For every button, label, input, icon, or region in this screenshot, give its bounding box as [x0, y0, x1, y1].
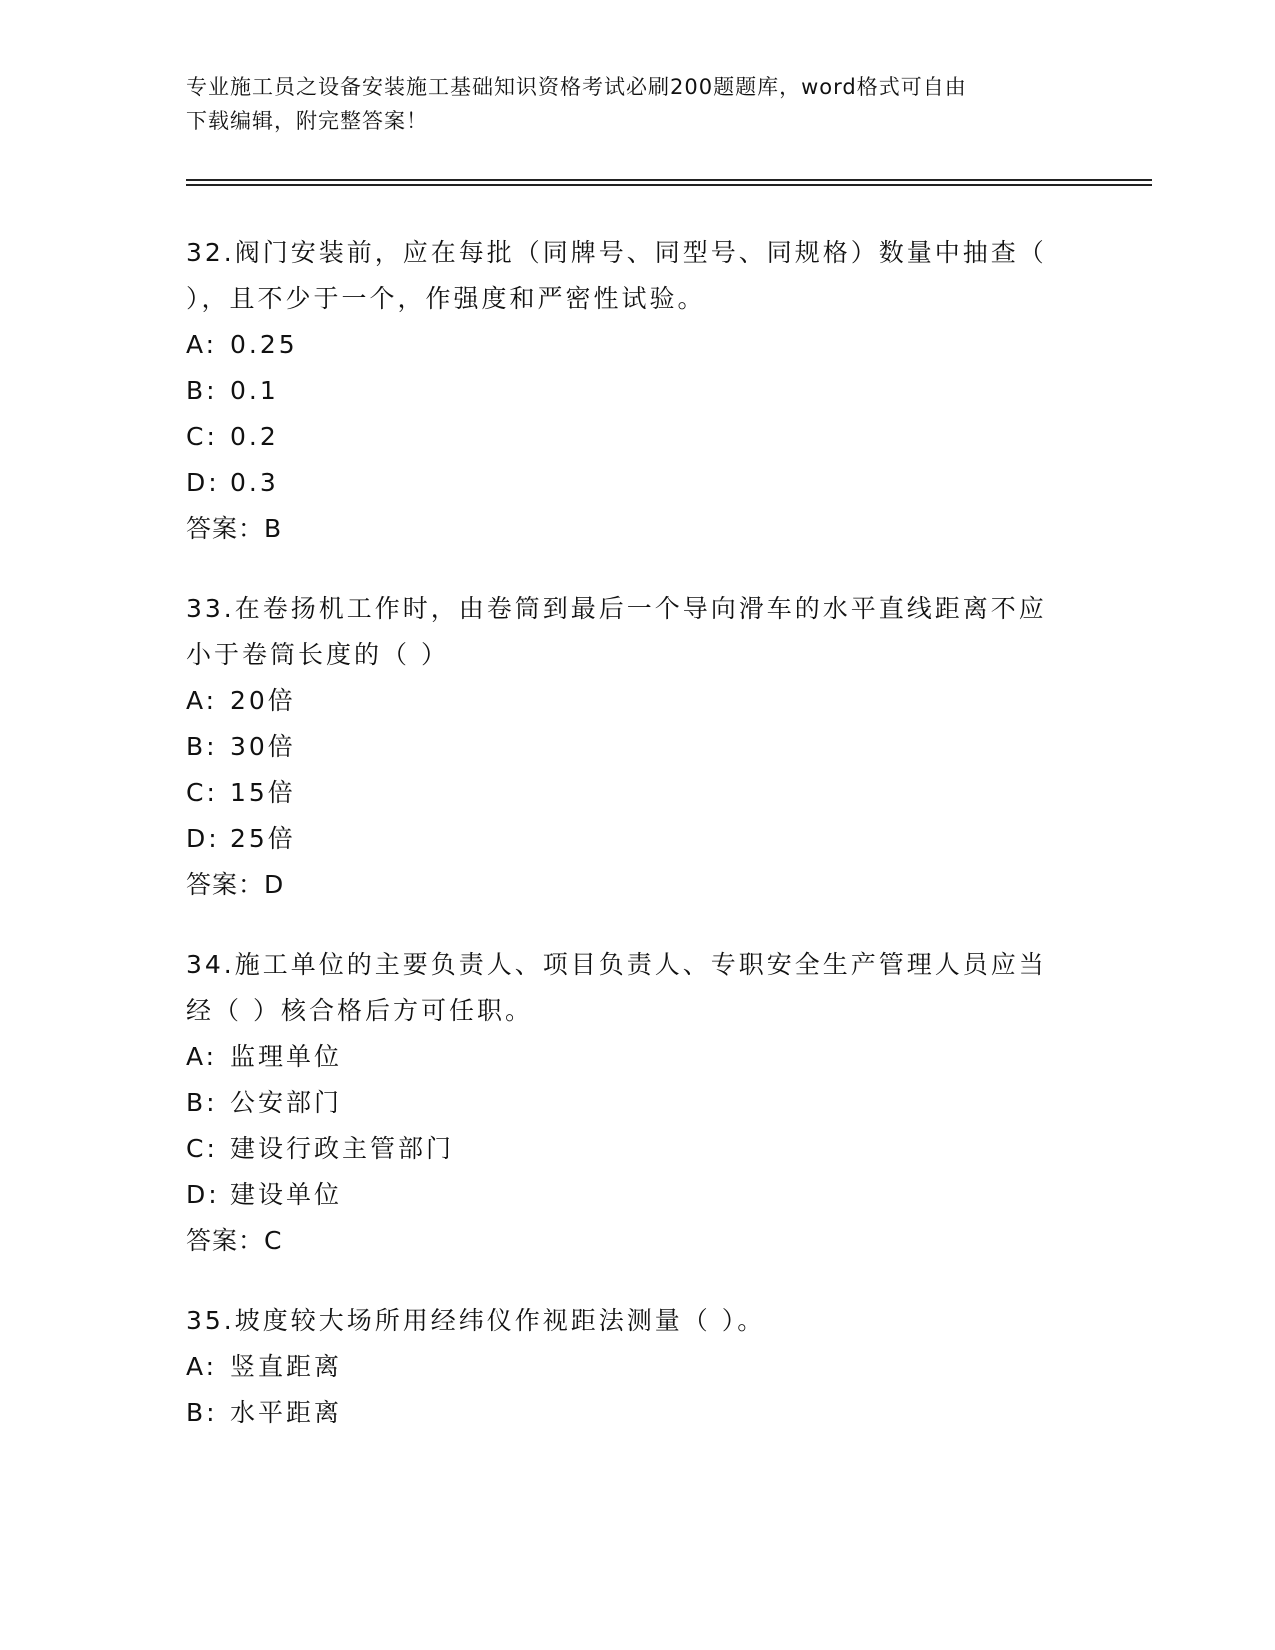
option-letter: D: [186, 468, 220, 497]
option-c [186, 1126, 1086, 1172]
question-text-line-1: 35.坡度较大场所用经纬仪作视距法测量（ ）。 [186, 1306, 766, 1335]
option-text: 0.1 [230, 376, 279, 405]
option-letter: B: [186, 376, 218, 405]
option-b [186, 1080, 1086, 1126]
option-letter: C: [186, 422, 218, 451]
option-letter: A: [186, 1352, 218, 1381]
option-text: 公安部门 [230, 1088, 343, 1117]
option-text: 监理单位 [230, 1042, 343, 1071]
option-text: 25倍 [230, 824, 296, 853]
option-c [186, 414, 1086, 460]
question-32 [186, 230, 1086, 552]
option-b [186, 1390, 1086, 1436]
option-a [186, 678, 1086, 724]
question-33 [186, 586, 1086, 908]
option-text: 0.25 [230, 330, 298, 359]
option-letter: B: [186, 732, 218, 761]
question-text-line-2: 经（ ）核合格后方可任职。 [186, 996, 533, 1025]
question-text-line-1: 34.施工单位的主要负责人、项目负责人、专职安全生产管理人员应当 [186, 950, 1047, 979]
document-header [186, 70, 1086, 138]
question-34 [186, 942, 1086, 1264]
option-letter: C: [186, 778, 218, 807]
question-list [186, 230, 1086, 1470]
question-text-line-2: 小于卷筒长度的（ ） [186, 640, 449, 669]
answer-line: 答案：B [186, 514, 283, 543]
question-35 [186, 1298, 1086, 1436]
question-text-line-1: 32.阀门安装前，应在每批（同牌号、同型号、同规格）数量中抽查（ [186, 238, 1047, 267]
option-a [186, 322, 1086, 368]
option-text: 20倍 [230, 686, 296, 715]
option-letter: A: [186, 330, 218, 359]
header-line-1: 专业施工员之设备安装施工基础知识资格考试必刷200题题库，word格式可自由 [186, 75, 967, 99]
option-letter: B: [186, 1398, 218, 1427]
answer-line: 答案：C [186, 1226, 283, 1255]
option-letter: D: [186, 1180, 220, 1209]
option-c [186, 770, 1086, 816]
option-text: 30倍 [230, 732, 296, 761]
option-d [186, 816, 1086, 862]
option-text: 建设单位 [230, 1180, 343, 1209]
answer-line: 答案：D [186, 870, 285, 899]
question-text-line-2: ），且不少于一个，作强度和严密性试验。 [186, 284, 706, 313]
option-b [186, 724, 1086, 770]
question-text-line-1: 33.在卷扬机工作时，由卷筒到最后一个导向滑车的水平直线距离不应 [186, 594, 1047, 623]
option-text: 0.2 [230, 422, 279, 451]
header-line-2: 下载编辑，附完整答案！ [186, 109, 428, 133]
option-letter: A: [186, 686, 218, 715]
option-a [186, 1034, 1086, 1080]
option-letter: C: [186, 1134, 218, 1163]
option-letter: D: [186, 824, 220, 853]
option-letter: A: [186, 1042, 218, 1071]
option-text: 水平距离 [230, 1398, 343, 1427]
option-d [186, 1172, 1086, 1218]
option-text: 15倍 [230, 778, 296, 807]
option-d [186, 460, 1086, 506]
option-text: 建设行政主管部门 [230, 1134, 455, 1163]
option-a [186, 1344, 1086, 1390]
option-text: 竖直距离 [230, 1352, 343, 1381]
option-letter: B: [186, 1088, 218, 1117]
header-divider-top [186, 179, 1152, 181]
option-b [186, 368, 1086, 414]
header-divider-bottom [186, 184, 1152, 186]
option-text: 0.3 [230, 468, 279, 497]
